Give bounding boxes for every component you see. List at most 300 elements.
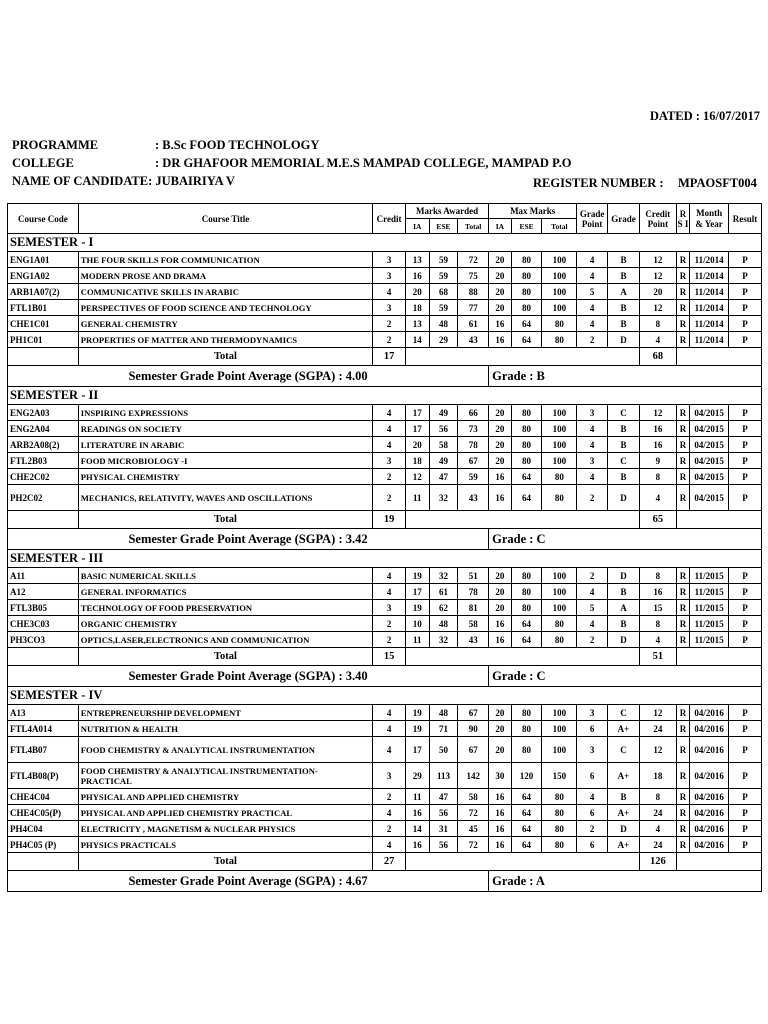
cell-credit-point: 18 — [639, 763, 676, 789]
cell-result: P — [729, 252, 762, 268]
sgpa-value: Semester Grade Point Average (SGPA) : 4.67 — [8, 871, 489, 892]
header-marks-awarded: Marks Awarded — [406, 204, 489, 219]
cell-max-total: 150 — [542, 763, 577, 789]
total-credit-point: 65 — [639, 511, 676, 529]
cell-result: P — [729, 405, 762, 421]
cell-ia: 17 — [406, 405, 430, 421]
cell-course-title: MODERN PROSE AND DRAMA — [78, 268, 372, 284]
cell-course-title: PHYSICAL AND APPLIED CHEMISTRY PRACTICAL — [78, 805, 372, 821]
semester-grade: Grade : C — [489, 529, 762, 550]
cell-max-ia: 20 — [489, 405, 512, 421]
cell-credit: 3 — [373, 453, 406, 469]
cell-rsi: R — [676, 616, 689, 632]
total-spacer — [8, 511, 79, 529]
cell-grade: C — [608, 705, 640, 721]
cell-ese: 48 — [429, 316, 458, 332]
cell-max-total: 80 — [542, 469, 577, 485]
cell-credit: 4 — [373, 284, 406, 300]
cell-rsi: R — [676, 568, 689, 584]
cell-rsi: R — [676, 837, 689, 853]
cell-max-ia: 20 — [489, 453, 512, 469]
cell-total: 81 — [458, 600, 489, 616]
header-credit-point: Credit Point — [639, 204, 676, 234]
cell-max-ia: 16 — [489, 632, 512, 648]
table-row — [8, 469, 762, 485]
cell-ese: 56 — [429, 837, 458, 853]
cell-max-total: 100 — [542, 600, 577, 616]
cell-result: P — [729, 632, 762, 648]
total-spacer — [8, 853, 79, 871]
cell-course-title: OPTICS,LASER,ELECTRONICS AND COMMUNICATION — [78, 632, 372, 648]
cell-course-title: MECHANICS, RELATIVITY, WAVES AND OSCILLATIONS — [78, 485, 372, 511]
cell-credit-point: 8 — [639, 789, 676, 805]
cell-max-ia: 16 — [489, 821, 512, 837]
cell-max-ia: 16 — [489, 332, 512, 348]
cell-max-total: 80 — [542, 485, 577, 511]
cell-result: P — [729, 616, 762, 632]
cell-grade: B — [608, 437, 640, 453]
cell-grade: A+ — [608, 837, 640, 853]
cell-max-total: 100 — [542, 453, 577, 469]
cell-rsi: R — [676, 469, 689, 485]
cell-max-ese: 80 — [511, 437, 542, 453]
cell-ia: 16 — [406, 268, 430, 284]
cell-grade: C — [608, 737, 640, 763]
cell-max-ia: 20 — [489, 252, 512, 268]
cell-grade-point: 6 — [577, 805, 608, 821]
cell-rsi: R — [676, 763, 689, 789]
cell-max-ese: 64 — [511, 789, 542, 805]
semester-grade: Grade : C — [489, 666, 762, 687]
cell-result: P — [729, 284, 762, 300]
cell-grade: B — [608, 300, 640, 316]
cell-max-ia: 16 — [489, 316, 512, 332]
cell-credit: 2 — [373, 616, 406, 632]
cell-max-ese: 64 — [511, 805, 542, 821]
cell-rsi: R — [676, 252, 689, 268]
cell-result: P — [729, 421, 762, 437]
cell-month-year: 04/2016 — [690, 789, 729, 805]
table-row — [8, 805, 762, 821]
cell-grade-point: 4 — [577, 421, 608, 437]
programme-value: : B.Sc FOOD TECHNOLOGY — [155, 138, 320, 152]
cell-course-code: A11 — [8, 568, 79, 584]
cell-total: 142 — [458, 763, 489, 789]
cell-grade-point: 2 — [577, 332, 608, 348]
cell-credit-point: 9 — [639, 453, 676, 469]
cell-ia: 19 — [406, 600, 430, 616]
cell-grade: A+ — [608, 805, 640, 821]
cell-credit: 3 — [373, 763, 406, 789]
total-row — [8, 348, 762, 366]
cell-total: 58 — [458, 789, 489, 805]
header-ese: ESE — [429, 219, 458, 234]
table-row — [8, 252, 762, 268]
cell-total: 59 — [458, 469, 489, 485]
cell-ia: 10 — [406, 616, 430, 632]
cell-max-ese: 64 — [511, 632, 542, 648]
total-row — [8, 648, 762, 666]
cell-grade-point: 2 — [577, 821, 608, 837]
cell-credit: 2 — [373, 821, 406, 837]
header-result: Result — [729, 204, 762, 234]
cell-max-ia: 16 — [489, 469, 512, 485]
cell-max-ia: 20 — [489, 300, 512, 316]
cell-max-ia: 16 — [489, 789, 512, 805]
cell-grade: B — [608, 584, 640, 600]
table-row — [8, 789, 762, 805]
cell-max-ia: 16 — [489, 616, 512, 632]
header-month-year: Month & Year — [690, 204, 729, 234]
header-course-title: Course Title — [78, 204, 372, 234]
cell-max-ese: 80 — [511, 284, 542, 300]
cell-course-code: ENG2A03 — [8, 405, 79, 421]
cell-max-ese: 80 — [511, 405, 542, 421]
cell-ese: 56 — [429, 421, 458, 437]
cell-max-total: 100 — [542, 584, 577, 600]
cell-rsi: R — [676, 805, 689, 821]
cell-result: P — [729, 485, 762, 511]
cell-credit-point: 20 — [639, 284, 676, 300]
cell-course-title: PERSPECTIVES OF FOOD SCIENCE AND TECHNOLOGY — [78, 300, 372, 316]
header-max-total: Total — [542, 219, 577, 234]
cell-max-ese: 80 — [511, 584, 542, 600]
cell-total: 43 — [458, 332, 489, 348]
cell-grade-point: 4 — [577, 268, 608, 284]
cell-ese: 31 — [429, 821, 458, 837]
cell-result: P — [729, 789, 762, 805]
cell-max-ia: 20 — [489, 721, 512, 737]
cell-ia: 20 — [406, 284, 430, 300]
register-number-label: REGISTER NUMBER : — [533, 176, 664, 190]
cell-credit-point: 8 — [639, 316, 676, 332]
cell-ia: 19 — [406, 721, 430, 737]
cell-rsi: R — [676, 300, 689, 316]
cell-result: P — [729, 568, 762, 584]
cell-course-code: A13 — [8, 705, 79, 721]
cell-course-code: CHE3C03 — [8, 616, 79, 632]
cell-ia: 29 — [406, 763, 430, 789]
cell-rsi: R — [676, 332, 689, 348]
cell-course-code: PH4C05 (P) — [8, 837, 79, 853]
cell-credit-point: 16 — [639, 421, 676, 437]
cell-max-ese: 64 — [511, 332, 542, 348]
cell-max-ese: 80 — [511, 268, 542, 284]
cell-max-ia: 20 — [489, 584, 512, 600]
cell-ia: 19 — [406, 705, 430, 721]
cell-total: 43 — [458, 485, 489, 511]
programme-label: PROGRAMME — [12, 138, 99, 152]
cell-rsi: R — [676, 600, 689, 616]
cell-grade-point: 2 — [577, 632, 608, 648]
cell-credit: 3 — [373, 252, 406, 268]
cell-course-code: ARB1A07(2) — [8, 284, 79, 300]
cell-total: 90 — [458, 721, 489, 737]
cell-course-code: CHE4C04 — [8, 789, 79, 805]
cell-ese: 49 — [429, 405, 458, 421]
cell-credit: 2 — [373, 632, 406, 648]
cell-credit: 4 — [373, 405, 406, 421]
header-grade: Grade — [608, 204, 640, 234]
cell-course-code: ENG1A02 — [8, 268, 79, 284]
cell-credit: 2 — [373, 789, 406, 805]
cell-credit-point: 16 — [639, 584, 676, 600]
cell-grade: C — [608, 405, 640, 421]
cell-max-total: 80 — [542, 821, 577, 837]
college-label: COLLEGE — [12, 156, 74, 170]
cell-month-year: 11/2015 — [690, 632, 729, 648]
total-gap — [406, 853, 640, 871]
cell-ia: 16 — [406, 837, 430, 853]
cell-rsi: R — [676, 584, 689, 600]
cell-ese: 59 — [429, 300, 458, 316]
cell-max-ia: 16 — [489, 805, 512, 821]
cell-grade: D — [608, 568, 640, 584]
cell-grade-point: 2 — [577, 568, 608, 584]
cell-total: 45 — [458, 821, 489, 837]
cell-ia: 14 — [406, 821, 430, 837]
semester-header — [8, 387, 762, 405]
cell-result: P — [729, 805, 762, 821]
total-credit: 17 — [373, 348, 406, 366]
cell-ia: 17 — [406, 737, 430, 763]
total-tail — [676, 853, 761, 871]
cell-grade-point: 6 — [577, 721, 608, 737]
table-row — [8, 632, 762, 648]
cell-credit: 3 — [373, 600, 406, 616]
cell-course-code: PH3CO3 — [8, 632, 79, 648]
cell-ese: 47 — [429, 469, 458, 485]
register-number-value: MPAOSFT004 — [678, 176, 757, 190]
cell-result: P — [729, 584, 762, 600]
cell-max-ese: 64 — [511, 316, 542, 332]
total-gap — [406, 648, 640, 666]
header-max-ese: ESE — [511, 219, 542, 234]
cell-grade-point: 4 — [577, 789, 608, 805]
table-row — [8, 316, 762, 332]
total-tail — [676, 648, 761, 666]
cell-grade: A+ — [608, 721, 640, 737]
cell-max-ese: 120 — [511, 763, 542, 789]
cell-max-total: 100 — [542, 421, 577, 437]
semester-grade: Grade : B — [489, 366, 762, 387]
cell-month-year: 11/2015 — [690, 600, 729, 616]
sgpa-row — [8, 529, 762, 550]
cell-grade-point: 3 — [577, 405, 608, 421]
cell-max-total: 80 — [542, 616, 577, 632]
cell-month-year: 11/2014 — [690, 252, 729, 268]
cell-credit-point: 12 — [639, 705, 676, 721]
cell-result: P — [729, 721, 762, 737]
table-row — [8, 284, 762, 300]
cell-result: P — [729, 763, 762, 789]
total-label: Total — [78, 511, 372, 529]
cell-course-title: FOOD CHEMISTRY & ANALYTICAL INSTRUMENTATION- PRACTICAL — [78, 763, 372, 789]
cell-credit: 4 — [373, 421, 406, 437]
header-grade-point: Grade Point — [577, 204, 608, 234]
cell-grade-point: 5 — [577, 600, 608, 616]
cell-grade-point: 4 — [577, 584, 608, 600]
cell-ia: 11 — [406, 632, 430, 648]
cell-month-year: 11/2014 — [690, 284, 729, 300]
college-value: : DR GHAFOOR MEMORIAL M.E.S MAMPAD COLLEGE, MAMPAD P.O — [155, 156, 572, 170]
cell-rsi: R — [676, 705, 689, 721]
table-row — [8, 837, 762, 853]
cell-course-title: GENERAL CHEMISTRY — [78, 316, 372, 332]
cell-course-code: CHE1C01 — [8, 316, 79, 332]
cell-course-code: FTL4B08(P) — [8, 763, 79, 789]
cell-month-year: 04/2015 — [690, 437, 729, 453]
cell-result: P — [729, 453, 762, 469]
table-row — [8, 437, 762, 453]
cell-grade: D — [608, 485, 640, 511]
cell-grade: B — [608, 616, 640, 632]
cell-course-title: COMMUNICATIVE SKILLS IN ARABIC — [78, 284, 372, 300]
cell-credit-point: 4 — [639, 485, 676, 511]
cell-rsi: R — [676, 268, 689, 284]
cell-grade: B — [608, 469, 640, 485]
cell-course-code: CHE4C05(P) — [8, 805, 79, 821]
cell-ia: 18 — [406, 300, 430, 316]
cell-ia: 20 — [406, 437, 430, 453]
cell-max-ia: 16 — [489, 485, 512, 511]
semester-title: SEMESTER - IV — [8, 687, 762, 705]
total-tail — [676, 511, 761, 529]
cell-rsi: R — [676, 721, 689, 737]
cell-grade: A — [608, 600, 640, 616]
cell-course-title: PROPERTIES OF MATTER AND THERMODYNAMICS — [78, 332, 372, 348]
cell-grade-point: 4 — [577, 252, 608, 268]
table-row — [8, 600, 762, 616]
cell-course-title: PHYSICAL CHEMISTRY — [78, 469, 372, 485]
cell-credit-point: 8 — [639, 616, 676, 632]
cell-ia: 17 — [406, 584, 430, 600]
cell-credit: 2 — [373, 316, 406, 332]
cell-result: P — [729, 300, 762, 316]
cell-total: 67 — [458, 705, 489, 721]
table-row — [8, 705, 762, 721]
table-row — [8, 584, 762, 600]
cell-max-total: 100 — [542, 268, 577, 284]
cell-month-year: 04/2016 — [690, 721, 729, 737]
cell-course-code: FTL3B05 — [8, 600, 79, 616]
cell-grade-point: 4 — [577, 469, 608, 485]
cell-credit-point: 12 — [639, 405, 676, 421]
cell-credit-point: 24 — [639, 721, 676, 737]
cell-month-year: 11/2014 — [690, 268, 729, 284]
cell-total: 75 — [458, 268, 489, 284]
cell-course-title: THE FOUR SKILLS FOR COMMUNICATION — [78, 252, 372, 268]
cell-max-total: 100 — [542, 300, 577, 316]
cell-total: 72 — [458, 837, 489, 853]
cell-grade-point: 3 — [577, 705, 608, 721]
cell-month-year: 04/2016 — [690, 763, 729, 789]
cell-credit: 4 — [373, 737, 406, 763]
cell-rsi: R — [676, 737, 689, 763]
cell-ia: 14 — [406, 332, 430, 348]
cell-ese: 113 — [429, 763, 458, 789]
table-row — [8, 568, 762, 584]
cell-max-ia: 20 — [489, 284, 512, 300]
cell-credit-point: 12 — [639, 300, 676, 316]
cell-course-title: PHYSICAL AND APPLIED CHEMISTRY — [78, 789, 372, 805]
cell-grade: A+ — [608, 763, 640, 789]
total-credit-point: 126 — [639, 853, 676, 871]
cell-total: 58 — [458, 616, 489, 632]
cell-ese: 56 — [429, 805, 458, 821]
header-ia: IA — [406, 219, 430, 234]
table-row — [8, 405, 762, 421]
cell-course-title: NUTRITION & HEALTH — [78, 721, 372, 737]
cell-course-title: LITERATURE IN ARABIC — [78, 437, 372, 453]
cell-total: 66 — [458, 405, 489, 421]
cell-max-total: 100 — [542, 437, 577, 453]
cell-max-ese: 64 — [511, 469, 542, 485]
cell-ia: 16 — [406, 805, 430, 821]
cell-result: P — [729, 332, 762, 348]
cell-course-title: PHYSICS PRACTICALS — [78, 837, 372, 853]
cell-month-year: 11/2015 — [690, 584, 729, 600]
table-row — [8, 616, 762, 632]
cell-max-ia: 20 — [489, 600, 512, 616]
cell-ese: 62 — [429, 600, 458, 616]
cell-total: 67 — [458, 453, 489, 469]
cell-result: P — [729, 600, 762, 616]
table-row — [8, 421, 762, 437]
cell-result: P — [729, 821, 762, 837]
cell-total: 67 — [458, 737, 489, 763]
table-body — [8, 234, 762, 892]
cell-course-code: ARB2A08(2) — [8, 437, 79, 453]
table-row — [8, 721, 762, 737]
cell-max-total: 80 — [542, 789, 577, 805]
cell-ese: 59 — [429, 252, 458, 268]
semester-header — [8, 687, 762, 705]
cell-grade: B — [608, 789, 640, 805]
cell-grade-point: 3 — [577, 737, 608, 763]
cell-max-total: 100 — [542, 737, 577, 763]
cell-credit-point: 16 — [639, 437, 676, 453]
cell-result: P — [729, 316, 762, 332]
cell-course-title: FOOD CHEMISTRY & ANALYTICAL INSTRUMENTATION — [78, 737, 372, 763]
total-row — [8, 511, 762, 529]
sgpa-value: Semester Grade Point Average (SGPA) : 4.00 — [8, 366, 489, 387]
header-max-ia: IA — [489, 219, 512, 234]
table-row — [8, 485, 762, 511]
cell-credit-point: 12 — [639, 252, 676, 268]
cell-course-code: CHE2C02 — [8, 469, 79, 485]
cell-rsi: R — [676, 485, 689, 511]
sgpa-row — [8, 871, 762, 892]
cell-credit: 4 — [373, 584, 406, 600]
cell-month-year: 11/2015 — [690, 568, 729, 584]
cell-max-total: 80 — [542, 805, 577, 821]
cell-grade-point: 4 — [577, 316, 608, 332]
cell-grade-point: 6 — [577, 837, 608, 853]
total-row — [8, 853, 762, 871]
cell-credit: 4 — [373, 721, 406, 737]
cell-result: P — [729, 737, 762, 763]
cell-total: 73 — [458, 421, 489, 437]
dated-label: DATED : 16/07/2017 — [649, 109, 760, 123]
cell-grade: C — [608, 453, 640, 469]
cell-course-code: ENG1A01 — [8, 252, 79, 268]
table-row — [8, 763, 762, 789]
table-header — [8, 204, 762, 234]
cell-result: P — [729, 437, 762, 453]
total-credit: 27 — [373, 853, 406, 871]
cell-rsi: R — [676, 316, 689, 332]
